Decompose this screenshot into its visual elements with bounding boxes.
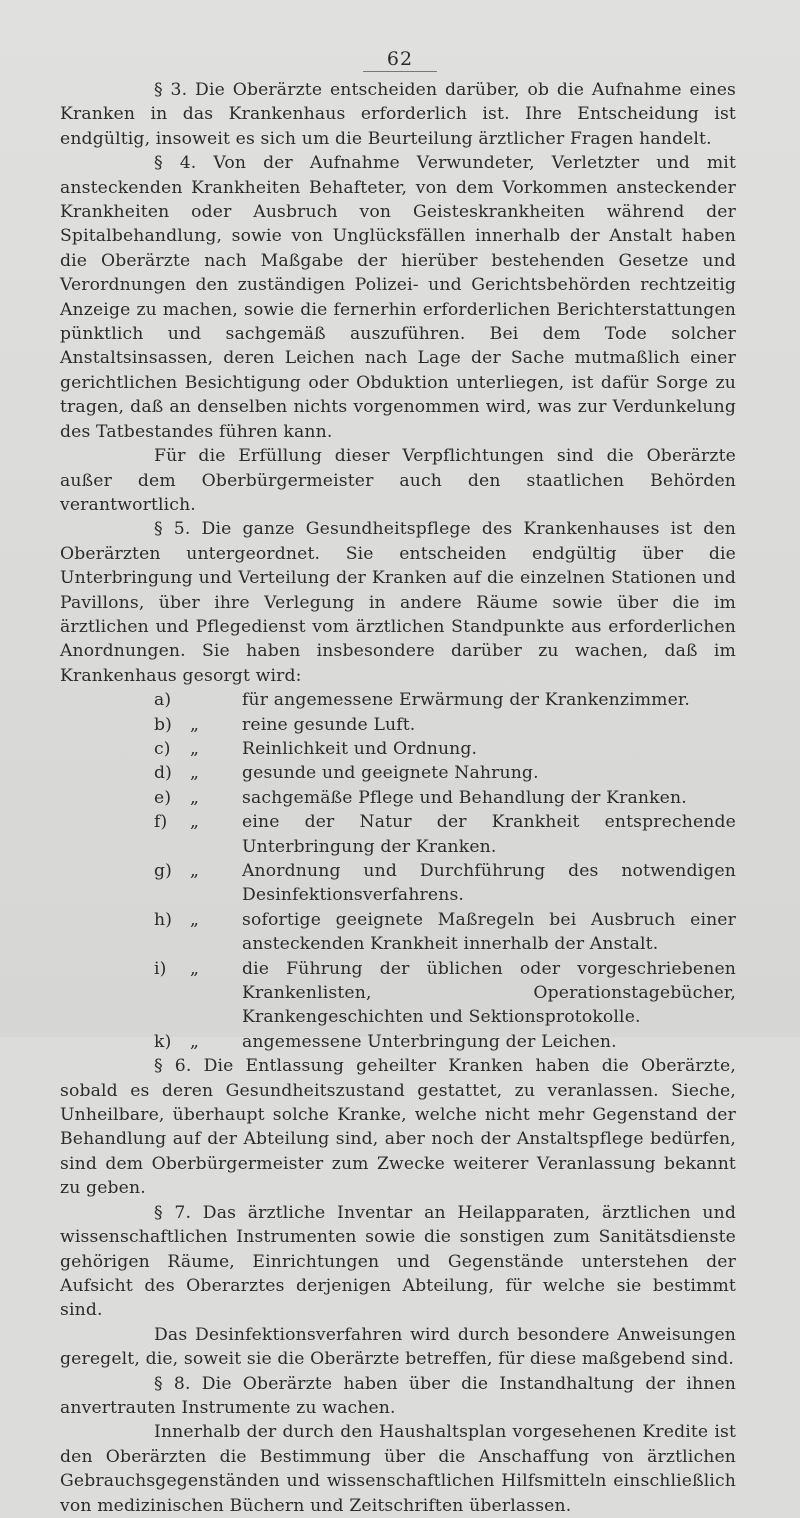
list-item-letter: d)	[154, 763, 173, 784]
list-item	[60, 1030, 736, 1054]
document-body	[60, 78, 736, 1518]
list-item	[60, 737, 736, 761]
paragraph-section-8: § 8. Die Oberärzte haben über die Instandhaltung der ihnen anvertrauten Instrumente zu wachen.	[60, 1373, 736, 1418]
ditto-mark: „	[190, 1031, 200, 1052]
list-item-letter: k)	[154, 1031, 172, 1052]
paragraph-section-7: § 7. Das ärztliche Inventar an Heilapparaten, ärztlichen und wissenschaftlichen Instrumenten sowie die sonstigen zum Sanitätsdienste gehörigen Räume, Einrichtungen und Gegenstände unterstehen der Aufsicht des Oberarztes derjenigen Abteilung, für welche sie bestimmt sind.	[60, 1202, 736, 1321]
paragraph-section-3: § 3. Die Oberärzte entscheiden darüber, ob die Aufnahme eines Kranken in das Krankenhaus erforderlich ist. Ihre Entscheidung ist endgültig, insoweit es sich um die Beurteilung ärztlicher Fragen handelt.	[60, 80, 736, 149]
list-item-letter: h)	[154, 909, 173, 930]
list-item-letter: a)	[154, 690, 172, 711]
paragraph-responsibility: Für die Erfüllung dieser Verpflichtungen sind die Oberärzte außer dem Oberbürgermeister auch den staatlichen Behörden verantwortlich.	[60, 446, 736, 515]
list-item-text: reine gesunde Luft.	[242, 714, 416, 735]
list-item	[60, 713, 736, 737]
list-item-letter: i)	[154, 958, 167, 979]
list-item	[60, 859, 736, 908]
list-item-text: angemessene Unterbringung der Leichen.	[242, 1031, 617, 1052]
list-item	[60, 908, 736, 957]
list-item-text: Reinlichkeit und Ordnung.	[242, 738, 478, 759]
list-item-text: sofortige geeignete Maßregeln bei Ausbruch einer ansteckenden Krankheit innerhalb der Anstalt.	[242, 909, 736, 955]
paragraph-budget: Innerhalb der durch den Haushaltsplan vorgesehenen Kredite ist den Oberärzten die Bestimmung über die Anschaffung von ärztlichen Gebrauchsgegenständen und wissenschaftlichen Hilfsmitteln einschließlich von medizinischen Büchern und Zeitschriften überlassen.	[60, 1422, 736, 1516]
paragraph-section-5: § 5. Die ganze Gesundheitspflege des Krankenhauses ist den Oberärzten untergeordnet. Sie entscheiden endgültig über die Unterbringung und Verteilung der Kranken auf die einzelnen Stationen und Pavillons, über ihre Verlegung in andere Räume sowie über die im ärztlichen und Pflegedienst vom ärztlichen Standpunkte aus erforderlichen Anordnungen. Sie haben insbesondere darüber zu wachen, daß im Krankenhaus gesorgt wird:	[60, 519, 736, 686]
ditto-mark: „	[190, 812, 200, 833]
ditto-mark: „	[190, 787, 200, 808]
page-number: 62	[0, 48, 800, 72]
list-item-text: Anordnung und Durchführung des notwendigen Desinfektionsverfahrens.	[242, 861, 736, 906]
list-item-letter: g)	[154, 861, 173, 881]
list-item-letter: f)	[154, 812, 168, 833]
paragraph-section-4: § 4. Von der Aufnahme Verwundeter, Verletzter und mit ansteckenden Krankheiten Behafteter, von dem Vorkommen ansteckender Krankheiten oder Ausbruch von Geisteskrankheiten während der Spitalbehandlung, sowie von Unglücksfällen innerhalb der Anstalt haben die Oberärzte nach Maßgabe der hierüber bestehenden Gesetze und Verordnungen den zuständigen Polizei- und Gerichtsbehörden rechtzeitig Anzeige zu machen, sowie die fernerhin erforderlichen Berichterstattungen pünktlich und sachgemäß auszuführen. Bei dem Tode solcher Anstaltsinsassen, deren Leichen nach Lage der Sache mutmaßlich einer gerichtlichen Besichtigung oder Obduktion unterliegen, ist dafür Sorge zu tragen, daß an denselben nichts vorgenommen wird, was zur Verdunkelung des Tatbestandes führen kann.	[60, 153, 736, 442]
list-item	[60, 957, 736, 1030]
ditto-mark: „	[190, 958, 200, 979]
list-item-letter: b)	[154, 714, 173, 735]
list-item-text: die Führung der üblichen oder vorgeschriebenen Krankenlisten, Operationstagebücher, Krankengeschichten und Sektionsprotokolle.	[242, 958, 736, 1028]
list-item-text: für angemessene Erwärmung der Krankenzimmer.	[242, 690, 691, 711]
ditto-mark: „	[190, 763, 200, 784]
paragraph-disinfection: Das Desinfektionsverfahren wird durch besondere Anweisungen geregelt, die, soweit sie die Oberärzte betreffen, für diese maßgebend sind.	[60, 1324, 736, 1370]
ditto-mark: „	[190, 861, 200, 881]
ditto-mark: „	[190, 738, 200, 759]
list-item-text: sachgemäße Pflege und Behandlung der Kranken.	[242, 787, 687, 808]
ditto-mark: „	[190, 714, 200, 735]
ditto-mark: „	[190, 909, 200, 930]
ditto-mark	[190, 688, 226, 712]
list-item	[60, 688, 736, 712]
paragraph-section-6: § 6. Die Entlassung geheilter Kranken haben die Oberärzte, sobald es deren Gesundheitszustand gestattet, zu veranlassen. Sieche, Unheilbare, überhaupt solche Kranke, welche nicht mehr Gegenstand der Behandlung auf der Abteilung sind, aber noch der Anstaltspflege bedürfen, sind dem Oberbürgermeister zum Zwecke weiterer Veranlassung bekannt zu geben.	[60, 1056, 736, 1199]
list-item	[60, 810, 736, 859]
list-item	[60, 786, 736, 810]
list-item	[60, 761, 736, 785]
list-item-text: gesunde und geeignete Nahrung.	[242, 763, 539, 784]
list-item-letter: c)	[154, 738, 171, 759]
care-duties-list	[60, 688, 736, 1054]
list-item-letter: e)	[154, 787, 172, 808]
list-item-text: eine der Natur der Krankheit entsprechende Unterbringung der Kranken.	[242, 812, 736, 857]
